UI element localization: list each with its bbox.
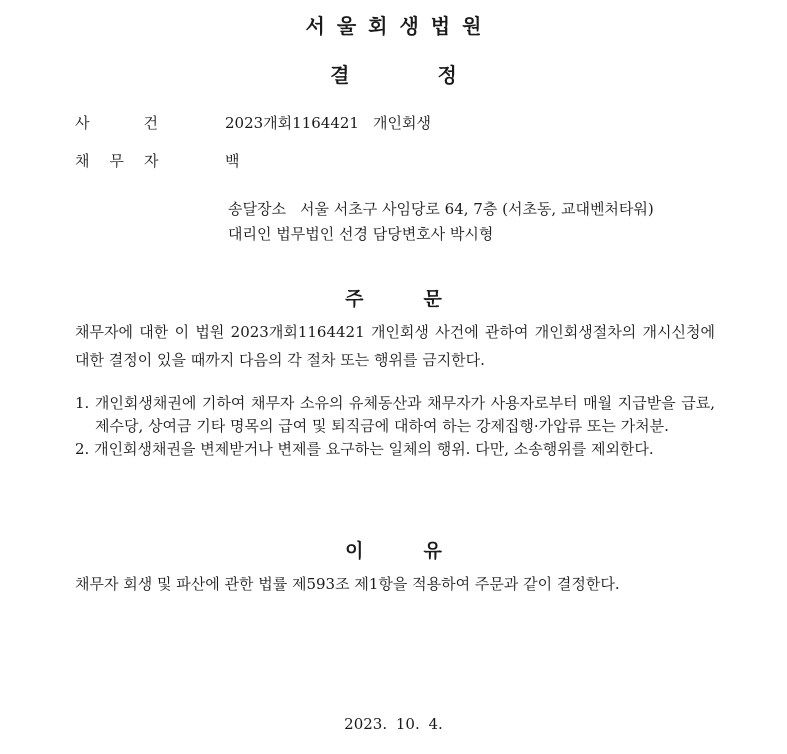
case-value — [225, 113, 431, 133]
debtor-label: 채무자 — [75, 152, 179, 170]
debtor-row — [75, 151, 240, 171]
service-address-line — [228, 199, 654, 219]
list-item: 1. 개인회생채권에 기하여 채무자 소유의 유체동산과 채무자가 사용자로부터 매월 지급받을 급료, 제수당, 상여금 기타 명목의 급여 및 퇴직금에 대하여 하는 강제집행·가압류 또는 가처분. — [75, 394, 715, 435]
decision-date: 2023. 10. 4. — [344, 715, 443, 733]
case-row — [75, 113, 431, 133]
court-name: 서울회생법원 — [305, 14, 494, 38]
case-type: 개인회생 — [372, 114, 431, 132]
order-intro-paragraph: 채무자에 대한 이 법원 2023개회1164421 개인회생 사건에 관하여 개인회생절차의 개시신청에 대한 결정이 있을 때까지 다음의 각 절차 또는 행위를 금지한다. — [75, 323, 715, 369]
debtor-name: 백 — [225, 152, 240, 170]
case-number: 2023개회1164421 — [225, 114, 359, 132]
reason-heading: 이유 — [345, 540, 502, 562]
legal-agent-line: 대리인 법무법인 선경 담당변호사 박시형 — [228, 225, 494, 243]
service-address-label: 송달장소 — [228, 200, 286, 218]
document-type-title: 결정 — [330, 63, 545, 87]
reason-paragraph: 채무자 회생 및 파산에 관한 법률 제593조 제1항을 적용하여 주문과 같이 결정한다. — [75, 575, 620, 593]
case-label: 사건 — [75, 114, 212, 132]
list-item: 2. 개인회생채권을 변제받거나 변제를 요구하는 일체의 행위. 다만, 소송행위를 제외한다. — [75, 440, 654, 458]
order-heading: 주문 — [345, 288, 502, 310]
service-address: 서울 서초구 사임당로 64, 7층 (서초동, 교대벤처타워) — [299, 200, 654, 218]
order-items-list — [75, 392, 715, 461]
